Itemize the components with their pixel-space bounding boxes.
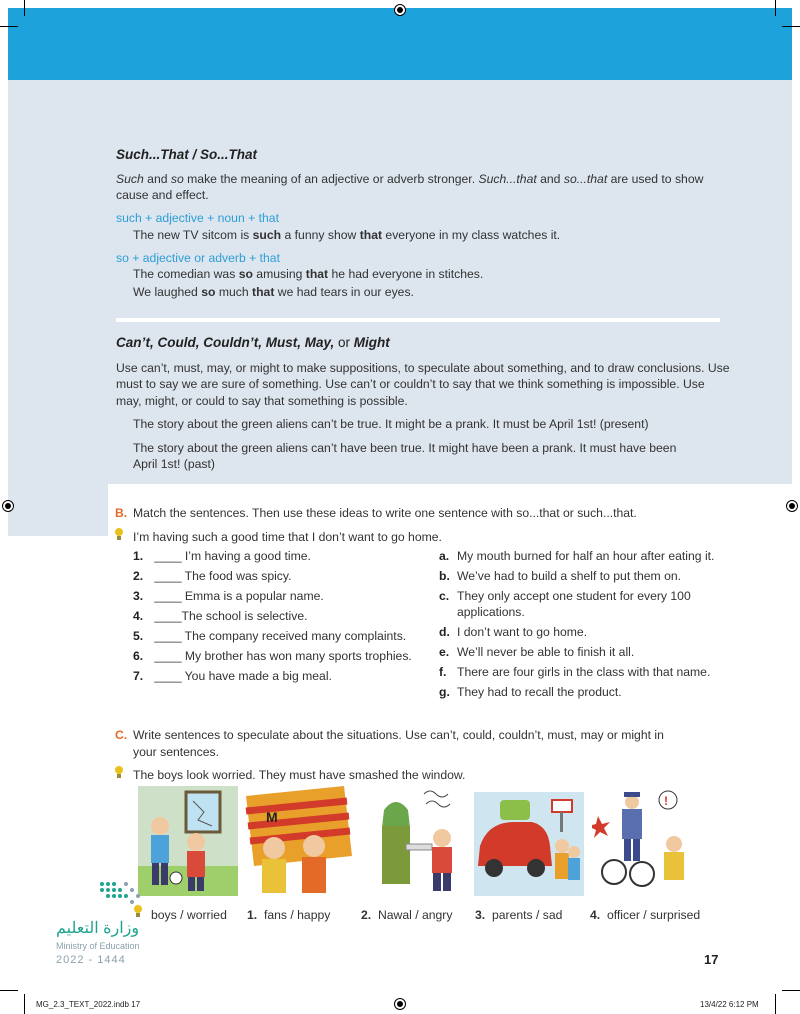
section-divider bbox=[116, 318, 720, 322]
caption-4: 4. officer / surprised bbox=[590, 908, 701, 922]
section-heading-such-so: Such...That / So...That bbox=[116, 147, 258, 162]
modals-example-past-line2: April 1st! (past) bbox=[133, 457, 215, 471]
lightbulb-icon bbox=[114, 766, 124, 779]
grammar-panel-tab bbox=[8, 484, 108, 536]
match-right-item: g. They had to recall the product. bbox=[439, 685, 622, 699]
match-left-item: 2. ____ The food was spicy. bbox=[133, 569, 292, 583]
match-right-item: e. We’ll never be able to finish it all. bbox=[439, 645, 635, 659]
match-right-item: f. There are four girls in the class with that name. bbox=[439, 665, 711, 679]
lightbulb-icon bbox=[114, 528, 124, 541]
crop-mark bbox=[782, 26, 800, 27]
ministry-logo-year: 2022 - 1444 bbox=[56, 954, 126, 966]
match-right-item: applications. bbox=[457, 605, 525, 619]
such-so-intro-line1: Such and so make the meaning of an adjective or adverb stronger. Such...that and so...that are used to show bbox=[116, 172, 704, 186]
header-band bbox=[8, 8, 792, 80]
pattern-so: so + adjective or adverb + that bbox=[116, 251, 280, 265]
example-so-2: We laughed so much that we had tears in our eyes. bbox=[133, 285, 414, 299]
exercise-c-instruction-line2: your sentences. bbox=[133, 745, 220, 759]
illustration-fans bbox=[244, 786, 354, 896]
crop-mark bbox=[775, 0, 776, 16]
such-so-intro-line2: cause and effect. bbox=[116, 188, 209, 202]
example-such: The new TV sitcom is such a funny show that everyone in my class watches it. bbox=[133, 228, 561, 242]
crop-mark bbox=[24, 0, 25, 16]
registration-mark-bottom bbox=[394, 998, 406, 1010]
match-right-item: d. I don’t want to go home. bbox=[439, 625, 588, 639]
modals-example-past-line1: The story about the green aliens can’t have been true. It might have been a prank. It must have been bbox=[133, 441, 677, 455]
crop-mark bbox=[782, 990, 800, 991]
caption-3: 3. parents / sad bbox=[475, 908, 563, 922]
exercise-b-instruction: Match the sentences. Then use these ideas to write one sentence with so...that or such...that. bbox=[133, 506, 637, 520]
svg-text:M: M bbox=[266, 809, 278, 825]
modals-explanation-line3: may, might, or could to say that something is possible. bbox=[116, 394, 408, 408]
crop-mark bbox=[0, 26, 18, 27]
caption-2: 2. Nawal / angry bbox=[361, 908, 453, 922]
example-so-1: The comedian was so amusing that he had everyone in stitches. bbox=[133, 267, 484, 281]
caption-example: boys / worried bbox=[151, 908, 227, 922]
match-left-item: 6. ____ My brother has won many sports trophies. bbox=[133, 649, 412, 663]
registration-mark-top bbox=[394, 4, 406, 16]
crop-mark bbox=[24, 994, 25, 1014]
match-right-item: a. My mouth burned for half an hour after eating it. bbox=[439, 549, 715, 563]
match-left-item: 7. ____ You have made a big meal. bbox=[133, 669, 332, 683]
illustration-nawal bbox=[364, 786, 464, 896]
svg-text:!: ! bbox=[664, 794, 668, 808]
modals-explanation-line1: Use can’t, must, may, or might to make suppositions, to speculate about something, and to draw conclusions. Use bbox=[116, 361, 730, 375]
match-left-item: 3. ____ Emma is a popular name. bbox=[133, 589, 324, 603]
exercise-c-label: C. bbox=[115, 728, 128, 742]
ministry-logo-english: Ministry of Education bbox=[56, 941, 140, 951]
page-number: 17 bbox=[704, 952, 719, 967]
modals-explanation-line2: must to say we are sure of something. Use can’t or couldn’t to say that we think something is impossible. Use bbox=[116, 377, 705, 391]
pattern-such: such + adjective + noun + that bbox=[116, 211, 279, 225]
registration-mark-left bbox=[2, 500, 14, 512]
exercise-b-label: B. bbox=[115, 506, 128, 520]
match-left-item: 4. ____The school is selective. bbox=[133, 609, 308, 623]
section-heading-modals: Can’t, Could, Couldn’t, Must, May, or Might bbox=[116, 335, 390, 350]
illustration-officer bbox=[592, 786, 700, 896]
exercise-c-instruction-line1: Write sentences to speculate about the situations. Use can’t, could, couldn’t, must, may or might in bbox=[133, 728, 664, 742]
footer-date: 13/4/22 6:12 PM bbox=[700, 1000, 759, 1009]
caption-1: 1. fans / happy bbox=[247, 908, 331, 922]
ministry-logo-arabic: وزارة التعليم bbox=[56, 920, 140, 937]
match-right-item: b. We’ve had to build a shelf to put them on. bbox=[439, 569, 682, 583]
exercise-c-example: The boys look worried. They must have smashed the window. bbox=[133, 768, 466, 782]
crop-mark bbox=[0, 990, 18, 991]
match-left-item: 5. ____ The company received many complaints. bbox=[133, 629, 407, 643]
match-right-item: c. They only accept one student for every 100 bbox=[439, 589, 691, 603]
registration-mark-right bbox=[786, 500, 798, 512]
footer-file-info: MG_2.3_TEXT_2022.indb 17 bbox=[36, 1000, 141, 1009]
crop-mark bbox=[775, 994, 776, 1014]
illustration-parents-car bbox=[474, 786, 584, 896]
exercise-b-example: I’m having such a good time that I don’t want to go home. bbox=[133, 530, 442, 544]
ministry-logo-dots bbox=[96, 880, 156, 910]
modals-example-present: The story about the green aliens can’t be true. It might be a prank. It must be April 1st! (present) bbox=[133, 417, 649, 431]
match-left-item: 1. ____ I’m having a good time. bbox=[133, 549, 311, 563]
